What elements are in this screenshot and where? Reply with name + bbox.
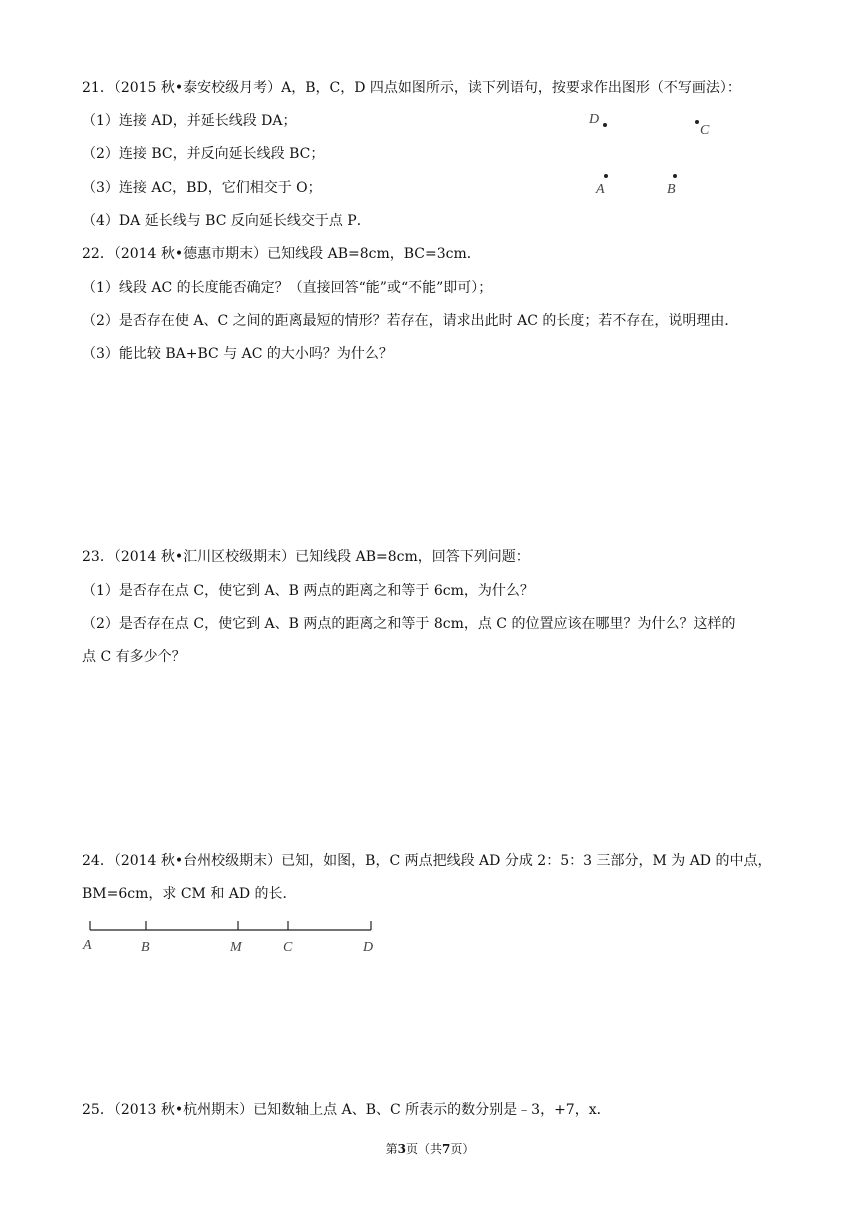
point-m-label: M (230, 940, 242, 955)
question-21-part-3: （3）连接 AC，BD，它们相交于 O； (82, 180, 322, 196)
question-23-part-1: （1）是否存在点 C，使它到 A、B 两点的距离之和等于 6cm，为什么？ (82, 583, 534, 599)
question-21-part-2: （2）连接 BC，并反向延长线段 BC； (82, 146, 325, 162)
footer-suffix: 页） (450, 1142, 475, 1156)
point-a-label: A (596, 182, 605, 197)
question-22-part-3: （3）能比较 BA+BC 与 AC 的大小吗？为什么？ (82, 346, 393, 362)
point-c (695, 120, 699, 124)
question-21-part-1: （1）连接 AD，并延长线段 DA； (82, 113, 297, 129)
question-22-part-1: （1）线段 AC 的长度能否确定？（直接回答“能”或“不能”即可）； (82, 280, 493, 296)
question-21-part-4: （4）DA 延长线与 BC 反向延长线交于点 P． (82, 213, 371, 229)
point-a-label: A (83, 938, 92, 953)
question-22-title: 22．（2014 秋•德惠市期末）已知线段 AB=8cm，BC=3cm． (82, 246, 481, 262)
page-footer (0, 1140, 860, 1157)
question-24-line-2: BM=6cm，求 CM 和 AD 的长． (82, 886, 297, 902)
point-d-label: D (363, 940, 374, 955)
point-d-label: D (589, 112, 600, 127)
point-b-label: B (667, 182, 676, 197)
point-c-label: C (283, 940, 293, 955)
point-c-label: C (700, 123, 710, 138)
question-23-part-2-continued: 点 C 有多少个？ (82, 649, 186, 665)
question-21-figure (580, 104, 720, 200)
question-21-title: 21．（2015 秋•泰安校级月考）A，B，C，D 四点如图所示，读下列语句，按要求作出图形（不写画法）： (82, 80, 741, 96)
footer-middle: 页（共 (405, 1142, 442, 1156)
question-22-part-2: （2）是否存在使 A、C 之间的距离最短的情形？若存在，请求出此时 AC 的长度；若不存在，说明理由． (82, 313, 739, 329)
total-pages: 7 (442, 1142, 451, 1156)
point-a (604, 174, 608, 178)
question-24-figure (78, 914, 388, 958)
page-number: 3 (397, 1142, 406, 1156)
question-25-title: 25．（2013 秋•杭州期末）已知数轴上点 A、B、C 所表示的数分别是﹣3，+7，x． (82, 1102, 611, 1118)
footer-prefix: 第 (385, 1142, 398, 1156)
question-23-title: 23．（2014 秋•汇川区校级期末）已知线段 AB=8cm，回答下列问题： (82, 549, 530, 565)
point-d (603, 123, 607, 127)
question-24-title: 24．（2014 秋•台州校级期末）已知，如图，B，C 两点把线段 AD 分成 2：5：3 三部分，M 为 AD 的中点， (82, 853, 772, 869)
point-b (673, 174, 677, 178)
point-b-label: B (141, 940, 150, 955)
question-23-part-2: （2）是否存在点 C，使它到 A、B 两点的距离之和等于 8cm，点 C 的位置应该在哪里？为什么？这样的 (82, 616, 736, 632)
